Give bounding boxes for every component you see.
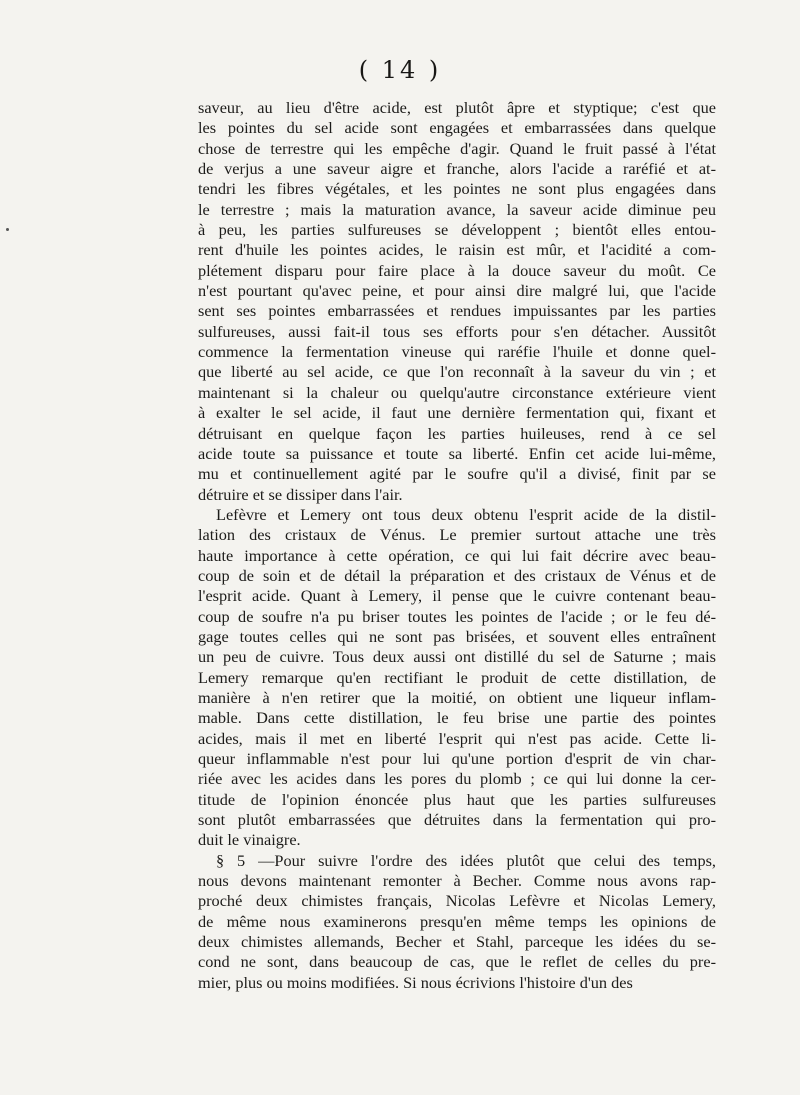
text-line: deux chimistes allemands, Becher et Stahl, parceque les idées du se- [198,932,716,952]
text-line: sulfureuses, aussi fait-il tous ses efforts pour s'en détacher. Aussitôt [198,321,716,341]
text-line: commence la fermentation vineuse qui raréfie l'huile et donne quel- [198,342,716,362]
text-line: riée avec les acides dans les pores du plomb ; ce qui lui donne la cer- [198,769,716,789]
text-line: détruire et se dissiper dans l'air. [198,484,403,504]
text-line: queur inflammable n'est pour lui qu'une portion d'esprit de vin char- [198,749,716,768]
text-line: Lefèvre et Lemery ont tous deux obtenu l'esprit acide de la distil- [216,504,716,524]
text-line: chose de terrestre qui les empêche d'agir. Quand le fruit passé à l'état [198,138,716,158]
text-line: coup de soufre n'a pu briser toutes les pointes de l'acide ; or le feu dé- [198,606,716,626]
text-line: que liberté au sel acide, ce que l'on reconnaît à la saveur du vin ; et [198,362,716,382]
paragraph [198,505,716,851]
text-line: n'est pourtant qu'avec peine, et pour ainsi dire malgré lui, que l'acide [198,281,716,301]
text-line: rent d'huile les pointes acides, le raisin est mûr, et l'acidité a com- [198,240,716,260]
text-line: manière à n'en retirer que la moitié, on obtient une liqueur inflam- [198,687,716,707]
text-line: saveur, au lieu d'être acide, est plutôt âpre et styptique; c'est que [198,98,716,117]
text-line: détruisant en quelque façon les parties huileuses, rend à ce sel [198,423,716,443]
text-line: nous devons maintenant remonter à Becher. Comme nous avons rap- [198,871,716,891]
text-line: à exalter le sel acide, il faut une dernière fermentation qui, fixant et [198,403,716,423]
text-line: le terrestre ; mais la maturation avance, la saveur acide diminue peu [198,199,716,219]
paragraph [198,851,716,993]
text-line: mu et continuellement agité par le soufre qu'il a divisé, finit par se [198,464,716,484]
text-line: Lemery remarque qu'en rectifiant le produit de cette distillation, de [198,667,716,687]
text-line: proché deux chimistes français, Nicolas Lefèvre et Nicolas Lemery, [198,891,716,911]
text-line: l'esprit acide. Quant à Lemery, il pense que le cuivre contenant beau- [198,586,716,606]
text-line: à peu, les parties sulfureuses se développent ; bientôt elles entou- [198,220,716,240]
text-line: mable. Dans cette distillation, le feu brise une partie des pointes [198,708,716,728]
text-line: titude de l'opinion énoncée plus haut que les parties sulfureuses [198,789,716,809]
text-line: cond ne sont, dans beaucoup de cas, que le reflet de celles du pre- [198,952,716,972]
text-line: les pointes du sel acide sont engagées et embarrassées dans quelque [198,118,716,138]
paragraph [198,98,716,505]
text-line: plétement disparu pour faire place à la douce saveur du moût. Ce [198,260,716,280]
text-line: un peu de cuivre. Tous deux aussi ont distillé du sel de Saturne ; mais [198,647,716,667]
margin-speck [6,228,9,231]
text-line: coup de soin et de détail la préparation et des cristaux de Vénus et de [198,565,716,585]
text-line: haute importance à cette opération, ce qui lui fait décrire avec beau- [198,545,716,565]
text-line: sont plutôt embarrassées que détruites dans la fermentation qui pro- [198,810,716,830]
text-line: acides, mais il met en liberté l'esprit qui n'est pas acide. Cette li- [198,728,716,748]
text-line: gage toutes celles qui ne sont pas brisées, et souvent elles entraînent [198,626,716,646]
text-line: lation des cristaux de Vénus. Le premier surtout attache une très [198,525,716,545]
text-line: tendri les fibres végétales, et les pointes ne sont plus engagées dans [198,179,716,199]
text-line: § 5 —Pour suivre l'ordre des idées plutôt que celui des temps, [216,850,716,870]
text-line: maintenant si la chaleur ou quelqu'autre circonstance extérieure vient [198,382,716,402]
page-number: ( 14 ) [358,56,442,84]
text-line: de même nous examinerons presqu'en même temps les opinions de [198,911,716,931]
body-text [198,98,716,993]
text-line: mier, plus ou moins modifiées. Si nous écrivions l'histoire d'un des [198,972,633,992]
text-line: duit le vinaigre. [198,830,301,850]
text-line: sent ses pointes embarrassées et rendues impuissantes par les parties [198,301,716,321]
text-line: acide toute sa puissance et toute sa liberté. Enfin cet acide lui-même, [198,443,716,463]
text-line: de verjus a une saveur aigre et franche, alors l'acide a raréfié et at- [198,159,716,179]
